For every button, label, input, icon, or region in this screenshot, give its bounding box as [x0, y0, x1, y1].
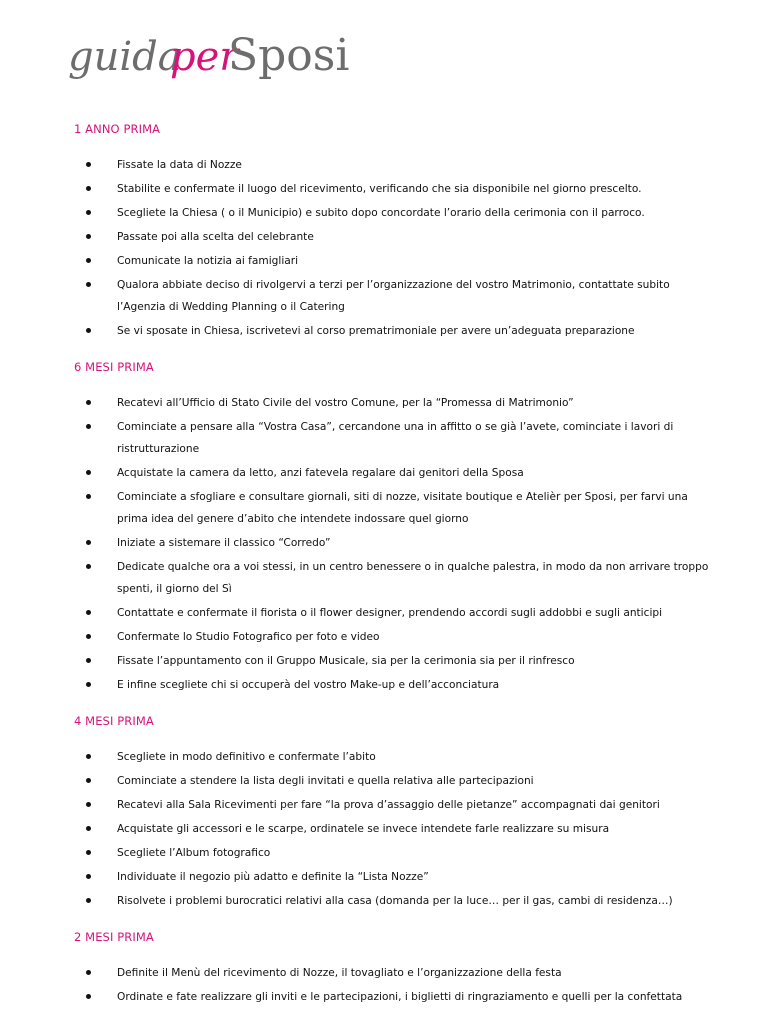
section-title: 1 ANNO PRIMA	[74, 122, 161, 136]
checklist	[74, 154, 714, 342]
logo-text-per: per	[170, 34, 239, 80]
list-item: Acquistate gli accessori e le scarpe, ordinatele se invece intendete farle realizzare su misura	[74, 818, 714, 840]
list-item: Contattate e confermate il fiorista o il flower designer, prendendo accordi sugli addobbi e sugli anticipi	[74, 602, 714, 624]
list-item: Scegliete in modo definitivo e confermate l’abito	[74, 746, 714, 768]
list-item: Cominciate a pensare alla “Vostra Casa”, cercandone una in affitto o se già l’avete, cominciate i lavori di ristrutturazione	[74, 416, 714, 460]
list-item: Recatevi all’Ufficio di Stato Civile del vostro Comune, per la “Promessa di Matrimonio”	[74, 392, 714, 414]
section-title: 4 MESI PRIMA	[74, 714, 154, 728]
list-item: Acquistate la camera da letto, anzi fatevela regalare dai genitori della Sposa	[74, 462, 714, 484]
list-item: Se vi sposate in Chiesa, iscrivetevi al corso prematrimoniale per avere un’adeguata preparazione	[74, 320, 714, 342]
section-title: 6 MESI PRIMA	[74, 360, 154, 374]
list-item: Fissate l’appuntamento con il Gruppo Musicale, sia per la cerimonia sia per il rinfresco	[74, 650, 714, 672]
list-item: Risolvete i problemi burocratici relativi alla casa (domanda per la luce… per il gas, cambi di residenza…)	[74, 890, 714, 912]
logo-text-guida: guida	[68, 34, 182, 80]
list-item: Qualora abbiate deciso di rivolgervi a terzi per l’organizzazione del vostro Matrimonio, contattate subito l’Agenzia di Wedding Planning o il Catering	[74, 274, 714, 318]
section-2-mesi-prima	[74, 930, 714, 1008]
list-item: Stabilite e confermate il luogo del ricevimento, verificando che sia disponibile nel giorno prescelto.	[74, 178, 714, 200]
list-item: Passate poi alla scelta del celebrante	[74, 226, 714, 248]
section-title: 2 MESI PRIMA	[74, 930, 154, 944]
checklist-document	[74, 122, 714, 1026]
list-item: Iniziate a sistemare il classico “Corredo”	[74, 532, 714, 554]
list-item: Confermate lo Studio Fotografico per foto e video	[74, 626, 714, 648]
section-1-anno-prima	[74, 122, 714, 342]
list-item: Ordinate e fate realizzare gli inviti e le partecipazioni, i biglietti di ringraziamento e quelli per la confettata	[74, 986, 714, 1008]
list-item: Cominciate a stendere la lista degli invitati e quella relativa alle partecipazioni	[74, 770, 714, 792]
list-item: Recatevi alla Sala Ricevimenti per fare “la prova d’assaggio delle pietanze” accompagnati dai genitori	[74, 794, 714, 816]
list-item: Scegliete la Chiesa ( o il Municipio) e subito dopo concordate l’orario della cerimonia con il parroco.	[74, 202, 714, 224]
brand-logo	[68, 26, 350, 86]
checklist	[74, 392, 714, 696]
section-4-mesi-prima	[74, 714, 714, 912]
list-item: E infine scegliete chi si occuperà del vostro Make-up e dell’acconciatura	[74, 674, 714, 696]
logo-text-sposi: Sposi	[228, 30, 350, 81]
checklist	[74, 962, 714, 1008]
brand-logo-wordmark	[68, 26, 350, 86]
list-item: Fissate la data di Nozze	[74, 154, 714, 176]
section-6-mesi-prima	[74, 360, 714, 696]
list-item: Dedicate qualche ora a voi stessi, in un centro benessere o in qualche palestra, in modo da non arrivare troppo spenti, il giorno del Sì	[74, 556, 714, 600]
list-item: Individuate il negozio più adatto e definite la “Lista Nozze”	[74, 866, 714, 888]
list-item: Cominciate a sfogliare e consultare giornali, siti di nozze, visitate boutique e Atelièr per Sposi, per farvi una prima idea del genere d’abito che intendete indossare quel giorno	[74, 486, 714, 530]
list-item: Comunicate la notizia ai famigliari	[74, 250, 714, 272]
checklist	[74, 746, 714, 912]
list-item: Scegliete l’Album fotografico	[74, 842, 714, 864]
list-item: Definite il Menù del ricevimento di Nozze, il tovagliato e l’organizzazione della festa	[74, 962, 714, 984]
